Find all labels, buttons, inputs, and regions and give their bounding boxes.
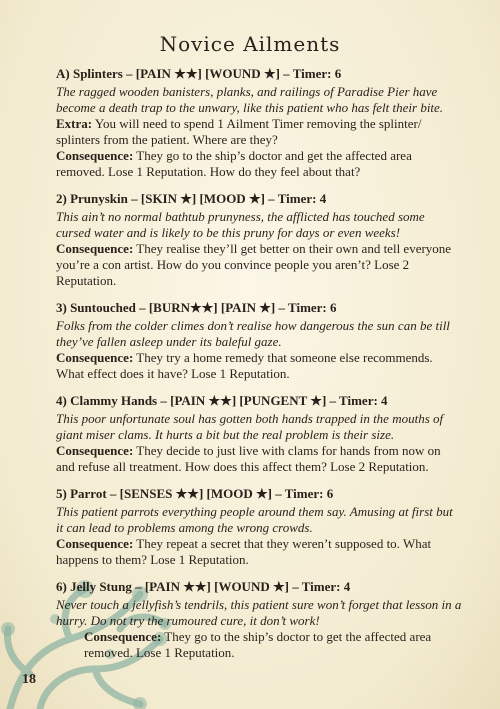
ailment-consequence (56, 536, 462, 568)
ailment-entry (56, 300, 462, 382)
ailment-heading: A) Splinters – [PAIN ★★] [WOUND ★] – Timer: 6 (56, 66, 342, 81)
ailment-entry (56, 393, 462, 475)
extra-text: You will need to spend 1 Ailment Timer removing the splinter/ splinters from the patient. Where are they? (56, 116, 422, 147)
ailment-entry (56, 66, 462, 180)
ailment-consequence (56, 241, 462, 289)
consequence-label: Consequence: (56, 443, 134, 458)
ailment-entry (56, 486, 462, 568)
ailment-consequence (56, 350, 462, 382)
extra-label: Extra: (56, 116, 93, 131)
ailment-heading: 2) Prunyskin – [SKIN ★] [MOOD ★] – Timer: 4 (56, 191, 327, 206)
consequence-label: Consequence: (56, 350, 134, 365)
page-number: 18 (22, 672, 36, 687)
consequence-text: They decide to just live with clams for hands from now on and refuse all treatment. How does this affect them? Lose 2 Reputation. (56, 443, 441, 474)
ailment-consequence (56, 629, 462, 661)
ailment-heading: 6) Jelly Stung – [PAIN ★★] [WOUND ★] – Timer: 4 (56, 579, 351, 594)
ailment-list (56, 66, 462, 672)
ailment-consequence (56, 443, 462, 475)
consequence-text: They go to the ship’s doctor to get the affected area removed. Lose 1 Reputation. (84, 629, 432, 660)
consequence-label: Consequence: (56, 536, 134, 551)
consequence-text: They go to the ship’s doctor and get the affected area removed. Lose 1 Reputation. How do they feel about that? (56, 148, 412, 179)
consequence-label: Consequence: (84, 629, 162, 644)
ailment-description: This patient parrots everything people around them say. Amusing at first but it can lead to problems among the wrong crowds. (56, 504, 453, 535)
ailment-description: Folks from the colder climes don’t realise how dangerous the sun can be till they’ve fallen asleep under its baleful gaze. (56, 318, 450, 349)
ailment-description: Never touch a jellyfish’s tendrils, this patient sure won’t forget that lesson in a hurry. Do not try the rumoured cure, it don’t work! (56, 597, 462, 628)
ailment-entry (56, 579, 462, 661)
consequence-label: Consequence: (56, 148, 134, 163)
ailment-description: This ain’t no normal bathtub prunyness, the afflicted has touched some cursed water and is likely to be this pruny for days or even weeks! (56, 209, 425, 240)
consequence-label: Consequence: (56, 241, 134, 256)
ailment-extra (56, 116, 462, 148)
ailment-heading: 3) Suntouched – [BURN★★] [PAIN ★] – Timer: 6 (56, 300, 337, 315)
ailment-description: This poor unfortunate soul has gotten both hands trapped in the mouths of giant miser clams. It hurts a bit but the real problem is their size. (56, 411, 444, 442)
consequence-text: They try a home remedy that someone else recommends. What effect does it have? Lose 1 Reputation. (56, 350, 433, 381)
ailment-entry (56, 191, 462, 289)
ailment-consequence (56, 148, 462, 180)
consequence-text: They realise they’ll get better on their own and tell everyone you’re a con artist. How do you convince people you aren’t? Lose 2 Reputation. (56, 241, 452, 288)
page-title: Novice Ailments (159, 32, 341, 56)
ailment-heading: 5) Parrot – [SENSES ★★] [MOOD ★] – Timer: 6 (56, 486, 334, 501)
consequence-text: They repeat a secret that they weren’t supposed to. What happens to them? Lose 1 Reputation. (56, 536, 432, 567)
ailment-heading: 4) Clammy Hands – [PAIN ★★] [PUNGENT ★] – Timer: 4 (56, 393, 388, 408)
ailment-description: The ragged wooden banisters, planks, and railings of Paradise Pier have become a death trap to the unwary, like this patient who has felt their bite. (56, 84, 444, 115)
